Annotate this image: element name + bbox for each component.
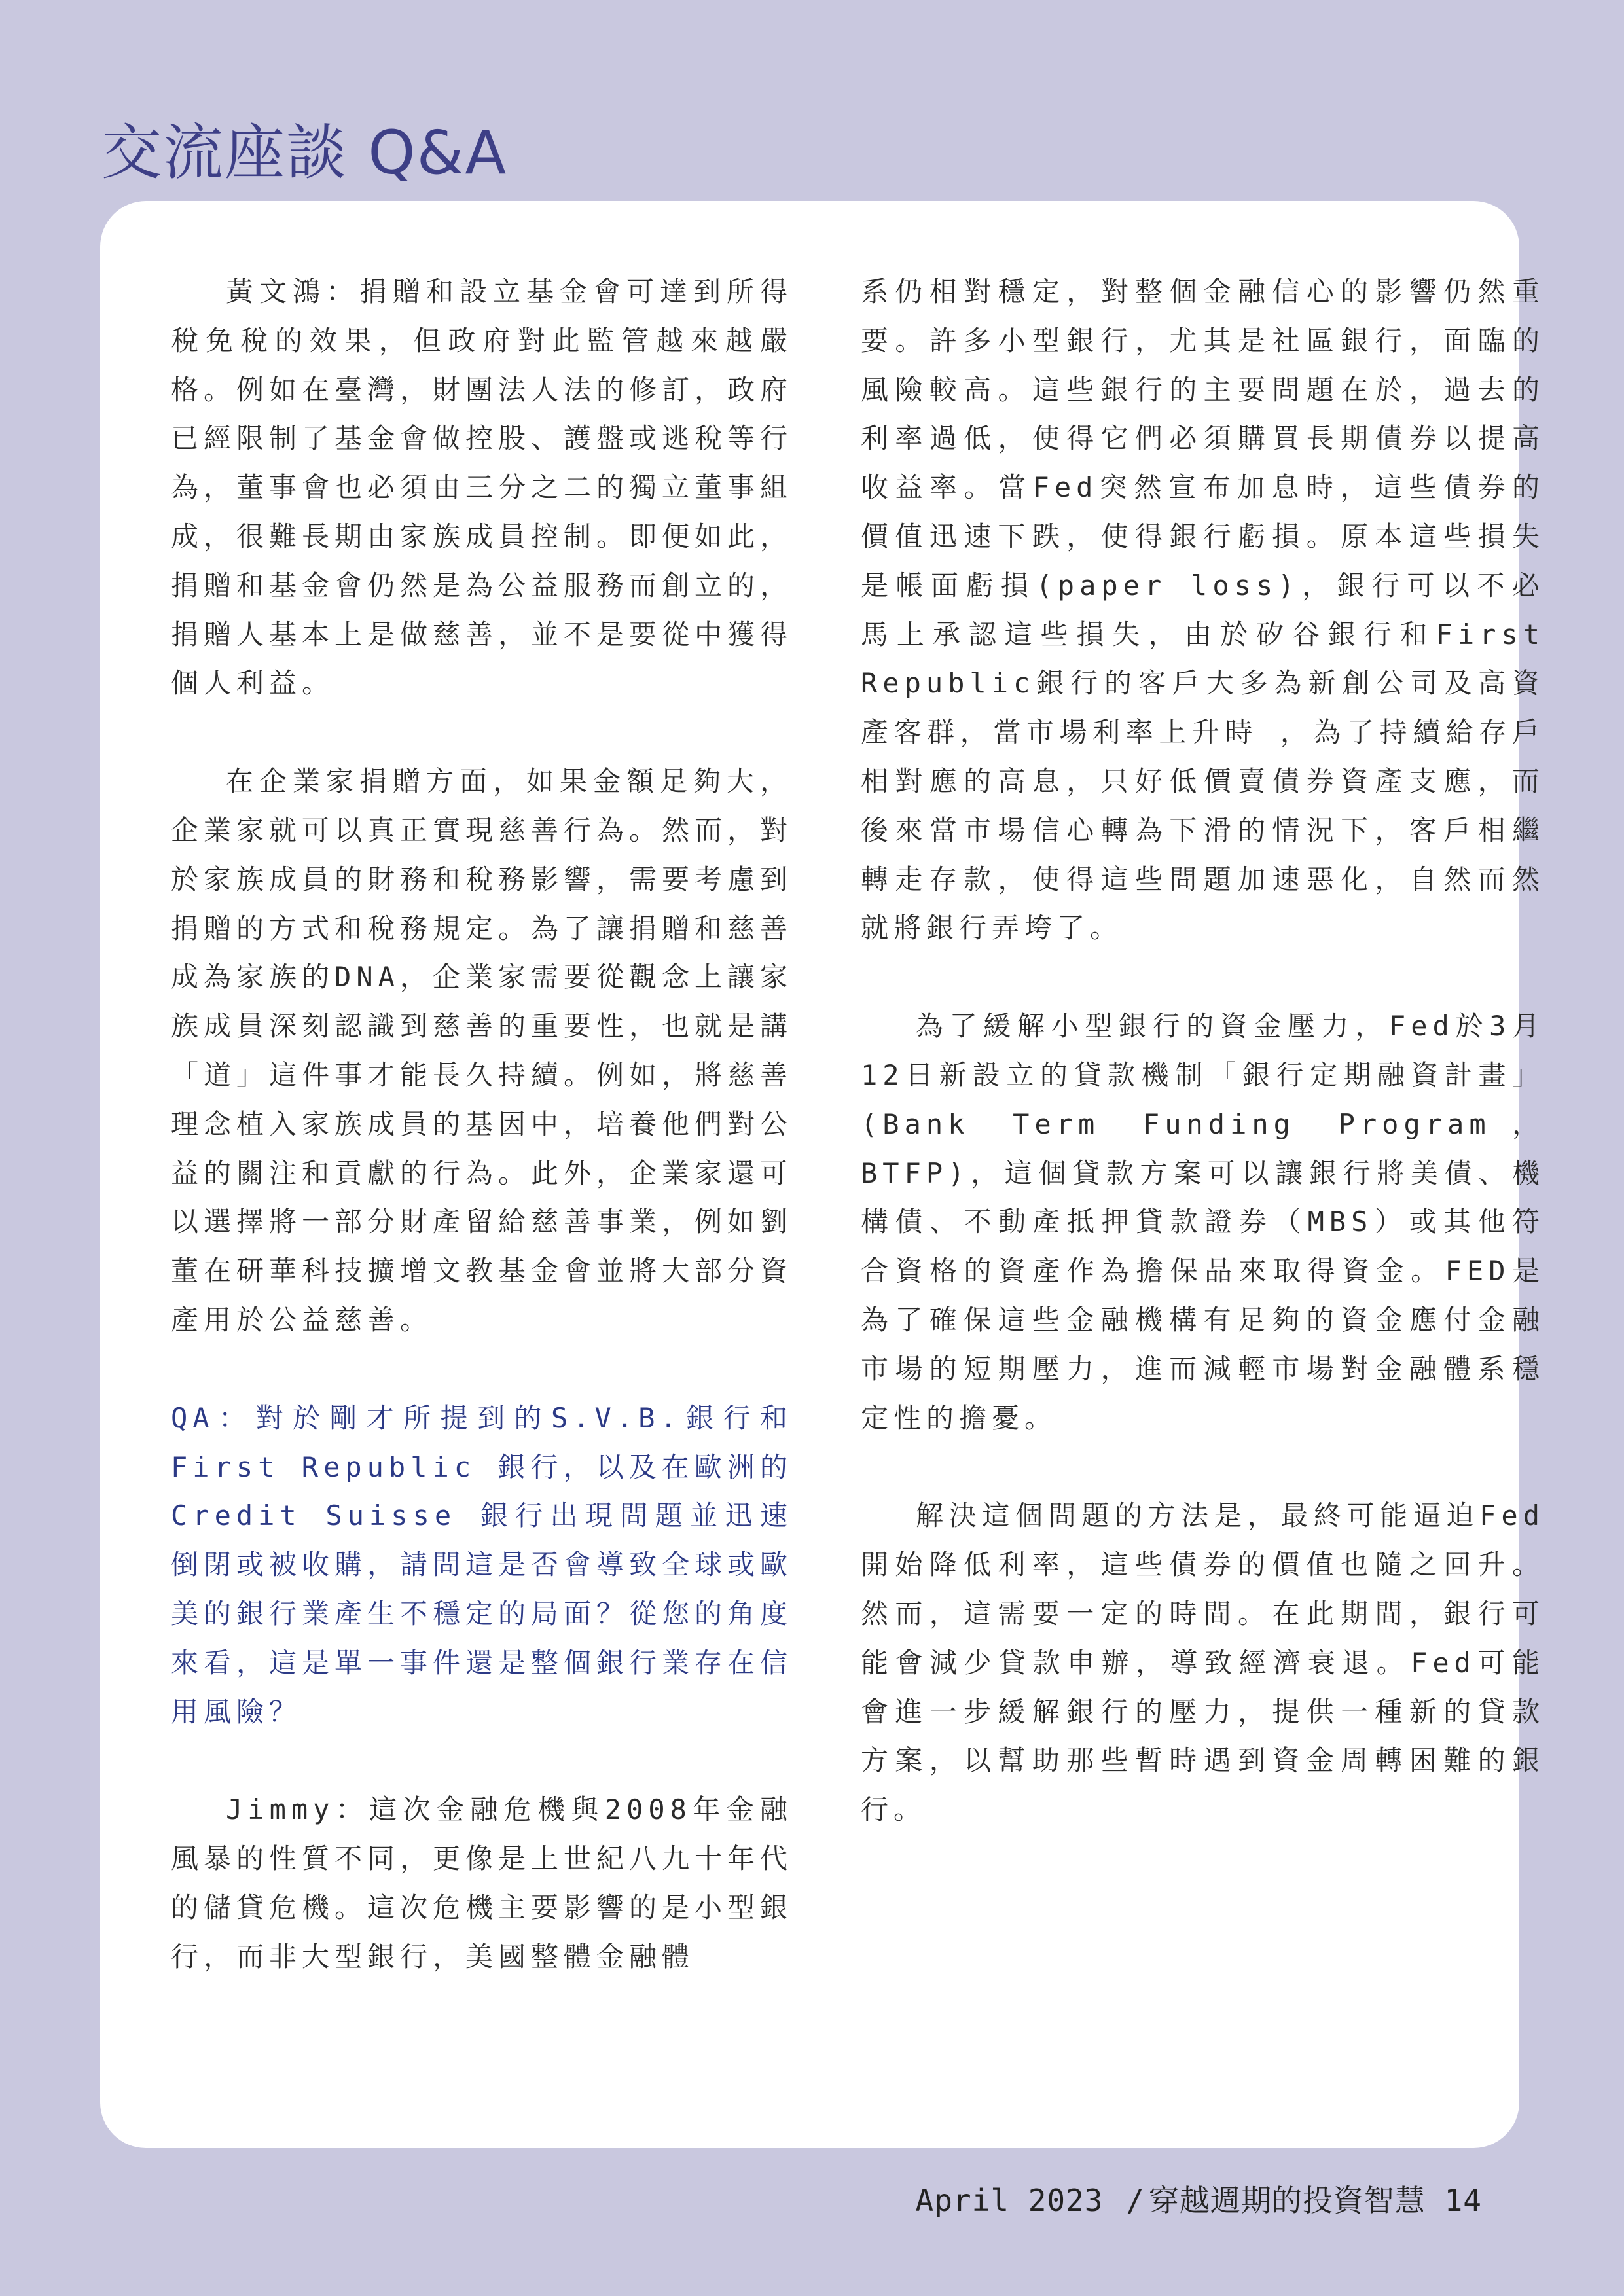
left-column xyxy=(171,268,793,1982)
question-paragraph: QA：對於剛才所提到的S.V.B.銀行和 First Republic 銀行，以及在歐洲的 Credit Suisse 銀行出現問題並迅速倒閉或被收購，請問這是否會導致全球或歐美的銀行業產生不穩定的局面？從您的角度來看，這是單一事件還是整個銀行業存在信用風險？ xyxy=(171,1401,793,1728)
footer-date: April 2023 xyxy=(915,2183,1104,2218)
footer-separator: / xyxy=(1126,2183,1145,2218)
answer-paragraph-continued: 系仍相對穩定，對整個金融信心的影響仍然重要。許多小型銀行，尤其是社區銀行，面臨的風險較高。這些銀行的主要問題在於，過去的利率過低，使得它們必須購買長期債券以提高收益率。當Fed突然宣布加息時，這些債券的價值迅速下跌，使得銀行虧損。原本這些損失是帳面虧損(paper loss)，銀行可以不必馬上承認這些損失，由於矽谷銀行和First Republic銀行的客戶大多為新創公司及高資產客群，當市場利率上升時 ，為了持續給存戶相對應的高息，只好低價賣債券資產支應，而後來當市場信心轉為下滑的情況下，客戶相繼轉走存款，使得這些問題加速惡化，自然而然就將銀行弄垮了。 xyxy=(861,276,1545,944)
page-footer xyxy=(916,2177,1482,2220)
answer-paragraph-jimmy: Jimmy：這次金融危機與2008年金融風暴的性質不同，更像是上世紀八九十年代的儲貸危機。這次危機主要影響的是小型銀行，而非大型銀行，美國整體金融體 xyxy=(171,1793,793,1973)
answer-paragraph-entrepreneur: 在企業家捐贈方面，如果金額足夠大，企業家就可以真正實現慈善行為。然而，對於家族成員的財務和稅務影響，需要考慮到捐贈的方式和稅務規定。為了讓捐贈和慈善成為家族的DNA，企業家需要從觀念上讓家族成員深刻認識到慈善的重要性，也就是講「道」這件事才能長久持續。例如，將慈善理念植入家族成員的基因中，培養他們對公益的關注和貢獻的行為。此外，企業家還可以選擇將一部分財產留給慈善事業，例如劉董在研華科技擴增文教基金會並將大部分資產用於公益慈善。 xyxy=(171,765,793,1336)
answer-paragraph-solution: 解決這個問題的方法是，最終可能逼迫Fed開始降低利率，這些債券的價值也隨之回升。然而，這需要一定的時間。在此期間，銀行可能會減少貸款申辦，導致經濟衰退。Fed可能會進一步緩解銀行的壓力，提供一種新的貸款方案，以幫助那些暫時遇到資金周轉困難的銀行。 xyxy=(861,1499,1545,1826)
answer-paragraph-donation: 黃文鴻：捐贈和設立基金會可達到所得稅免稅的效果，但政府對此監管越來越嚴格。例如在臺灣，財團法人法的修訂，政府已經限制了基金會做控股、護盤或逃稅等行為，董事會也必須由三分之二的獨立董事組成，很難長期由家族成員控制。即便如此，捐贈和基金會仍然是為公益服務而創立的，捐贈人基本上是做慈善，並不是要從中獲得個人利益。 xyxy=(171,276,793,700)
content-card xyxy=(100,201,1545,2148)
right-column xyxy=(861,268,1545,1835)
section-title: 交流座談 Q&A xyxy=(101,118,508,188)
answer-paragraph-btfp: 為了緩解小型銀行的資金壓力，Fed於3月12日新設立的貸款機制「銀行定期融資計畫」(Bank Term Funding Program，BTFP)，這個貸款方案可以讓銀行將美債、機構債、不動產抵押貸款證券（MBS）或其他符合資格的資產作為擔保品來取得資金。FED是為了確保這些金融機構有足夠的資金應付金融市場的短期壓力，進而減輕市場對金融體系穩定性的擔憂。 xyxy=(861,1010,1545,1434)
page-number: 14 xyxy=(1444,2183,1482,2218)
footer-publication: 穿越週期的投資智慧 xyxy=(1148,2183,1426,2218)
